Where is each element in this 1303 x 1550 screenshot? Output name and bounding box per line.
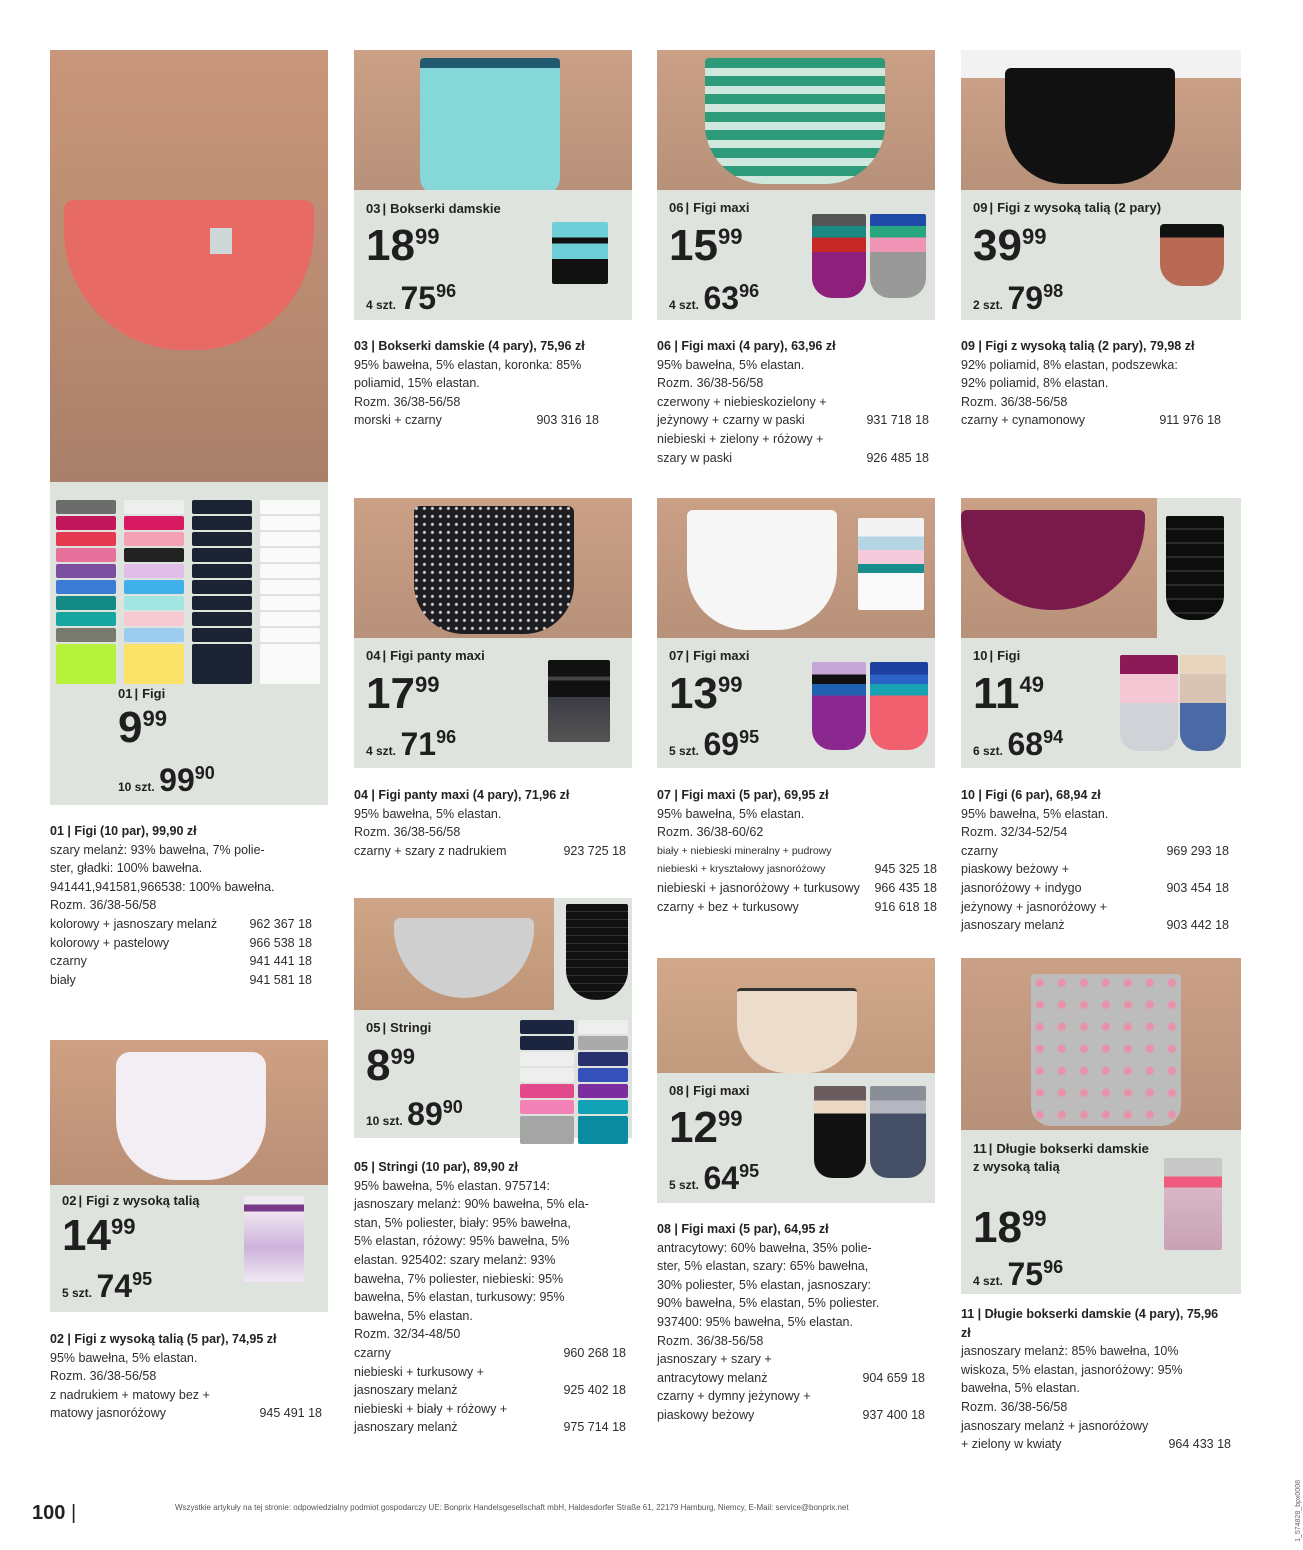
product-07-tag: 07 | Figi maxi — [669, 648, 750, 663]
product-05-thong-stacks — [520, 1020, 574, 1146]
product-09-price: 3999 — [973, 221, 1047, 270]
product-03-pack-image — [552, 222, 608, 284]
product-06-pack-image-right — [870, 214, 926, 298]
product-06-pack-image-left — [812, 214, 866, 298]
product-10-tag: 10 | Figi — [973, 648, 1021, 663]
product-11-description: 11 | Długie bokserki damskie (4 pary), 75,96 zł jasnoszary melanż: 85% bawełna, 10% wiskoza, 5% elastan, jasnoróżowy: 95% bawełna, 5% elastan. Rozm. 36/38-56/58 jasnoszary melanż + jasnoróżowy + zielony w kwiaty 964 433 18 — [961, 1307, 1231, 1452]
side-catalog-code: 1_574828_bpx0008 — [1295, 1480, 1302, 1542]
product-06-description: 06 | Figi maxi (4 pary), 63,96 zł 95% bawełna, 5% elastan. Rozm. 36/38-56/58 czerwony + niebieskozielony + jeżynowy + czarny w paski 931 718 18 niebieski + zielony + różowy + szary w paski 926 485 18 — [657, 339, 929, 465]
product-07-pack-image-right — [870, 662, 928, 750]
product-07-small-pack — [858, 518, 924, 610]
product-04-multi-price: 4 szt. 7196 — [366, 726, 457, 762]
product-04-photo[interactable] — [354, 498, 632, 638]
product-02-multi-price: 5 szt. 7495 — [62, 1268, 153, 1304]
product-04-pack-image — [548, 660, 610, 742]
product-02-photo[interactable] — [50, 1040, 328, 1185]
product-08-pack-image-right — [870, 1086, 926, 1178]
product-11-photo[interactable] — [961, 958, 1241, 1130]
product-07-price: 1399 — [669, 669, 743, 718]
product-07-multi-price: 5 szt. 6995 — [669, 726, 760, 762]
product-10-price: 1149 — [973, 669, 1044, 718]
product-08-multi-price: 5 szt. 6495 — [669, 1160, 760, 1196]
product-09-photo[interactable] — [961, 50, 1241, 190]
product-06-photo[interactable] — [657, 50, 935, 190]
product-10-pack-image-left — [1120, 655, 1178, 751]
product-05-multi-price: 10 szt. 8990 — [366, 1096, 463, 1132]
page-number: 100 | — [32, 1502, 77, 1524]
product-10-black-pack — [1166, 516, 1224, 620]
product-05-thong-pack-black — [566, 904, 628, 1000]
product-11-price: 1899 — [973, 1203, 1047, 1252]
product-05-photo[interactable] — [354, 898, 554, 1010]
product-01-price: 999 — [118, 703, 167, 752]
product-08-price: 1299 — [669, 1103, 743, 1152]
product-04-tag: 04 | Figi panty maxi — [366, 648, 485, 663]
product-10-pack-image-right — [1180, 655, 1226, 751]
product-03-price: 1899 — [366, 221, 440, 270]
product-03-multi-price: 4 szt. 7596 — [366, 280, 457, 316]
product-11-multi-price: 4 szt. 7596 — [973, 1256, 1064, 1292]
product-07-description: 07 | Figi maxi (5 par), 69,95 zł 95% bawełna, 5% elastan. Rozm. 36/38-60/62 biały + niebieski mineralny + pudrowy niebieski + kryształowy jasnoróżowy 945 325 18 niebieski + jasnoróżowy + turkusowy 966 435 18 czarny + bez + turkusowy 916 618 18 — [657, 788, 937, 914]
product-02-tag: 02 | Figi z wysoką talią — [62, 1193, 200, 1208]
product-10-multi-price: 6 szt. 6894 — [973, 726, 1064, 762]
product-05-description: 05 | Stringi (10 par), 89,90 zł 95% bawełna, 5% elastan. 975714: jasnoszary melanż: 90% bawełna, 5% ela- stan, 5% poliester, biały: 95% bawełna, 5% elastan, różowy: 95% bawełna, 5% elastan. 925402: szary melanż: 93% bawełna, 7% poliester, niebieski: 95% bawełna, 5% elastan, turkusowy: 95% bawełna, 5% elastan. Rozm. 32/34-48/50 czarny 960 268 18 niebieski + turkusowy + jasnoszary melanż 925 402 18 niebieski + biały + różowy + jasnoszary melanż 975 714 18 — [354, 1160, 626, 1435]
product-04-description: 04 | Figi panty maxi (4 pary), 71,96 zł 95% bawełna, 5% elastan. Rozm. 36/38-56/58 czarny + szary z nadrukiem 923 725 18 — [354, 788, 626, 858]
product-01-tag: 01 | Figi — [118, 686, 166, 701]
product-01-description: 01 | Figi (10 par), 99,90 zł szary melanż: 93% bawełna, 7% polie- ster, gładki: 100% bawełna. 941441,941581,966538: 100% bawełna. Rozm. 36/38-56/58 kolorowy + jasnoszary melanż 962 367 18 kolorowy + pastelowy 966 538 18 czarny 941 441 18 biały 941 581 18 — [50, 824, 312, 987]
product-07-pack-image-left — [812, 662, 866, 750]
product-06-price: 1599 — [669, 221, 743, 270]
product-03-photo[interactable] — [354, 50, 632, 190]
product-05-tag: 05 | Stringi — [366, 1020, 432, 1035]
product-10-photo[interactable] — [961, 498, 1157, 638]
footer-legal-text: Wszystkie artykuły na tej stronie: odpowiedzialny podmiot gospodarczy UE: Bonprix Handelsgesellschaft mbH, Haldesdorfer Straße 61, 22179 Hamburg, Niemcy, E-Mail: service@bonprix.net — [175, 1503, 849, 1512]
product-10-description: 10 | Figi (6 par), 68,94 zł 95% bawełna, 5% elastan. Rozm. 32/34-52/54 czarny 969 293 18 piaskowy beżowy + jasnoróżowy + indygo 903 454 18 jeżynowy + jasnoróżowy + jasnoszary melanż 903 442 18 — [961, 788, 1229, 933]
product-06-multi-price: 4 szt. 6396 — [669, 280, 760, 316]
product-05-thong-stacks-2 — [578, 1020, 628, 1146]
product-08-tag: 08 | Figi maxi — [669, 1083, 750, 1098]
product-09-tag: 09 | Figi z wysoką talią (2 pary) — [973, 200, 1162, 215]
product-06-tag: 06 | Figi maxi — [669, 200, 750, 215]
product-08-photo[interactable] — [657, 958, 935, 1073]
product-02-pack-image — [244, 1196, 304, 1282]
product-03-description: 03 | Bokserki damskie (4 pary), 75,96 zł 95% bawełna, 5% elastan, koronka: 85% poliamid, 15% elastan. Rozm. 36/38-56/58 morski + czarny 903 316 18 — [354, 339, 599, 428]
product-01-photo[interactable] — [50, 50, 328, 482]
product-02-description: 02 | Figi z wysoką talią (5 par), 74,95 zł 95% bawełna, 5% elastan. Rozm. 36/38-56/58 z nadrukiem + matowy bez + matowy jasnoróżowy 945 491 18 — [50, 1332, 322, 1421]
product-01-multi-price: 10 szt. 9990 — [118, 762, 215, 798]
product-04-price: 1799 — [366, 669, 440, 718]
product-08-description: 08 | Figi maxi (5 par), 64,95 zł antracytowy: 60% bawełna, 35% polie- ster, 5% elastan, szary: 65% bawełna, 30% poliester, 5% elastan, jasnoszary: 90% bawełna, 5% elastan, 5% poliester. 937400: 95% bawełna, 5% elastan. Rozm. 36/38-56/58 jasnoszary + szary + antracytowy melanż 904 659 18 czarny + dymny jeżynowy + piaskowy beżowy 937 400 18 — [657, 1222, 925, 1422]
product-05-price: 899 — [366, 1041, 415, 1090]
product-08-pack-image-left — [814, 1086, 866, 1178]
product-09-pack-image — [1160, 224, 1224, 286]
product-09-description: 09 | Figi z wysoką talią (2 pary), 79,98 zł 92% poliamid, 8% elastan, podszewka: 92% poliamid, 8% elastan. Rozm. 36/38-56/58 czarny + cynamonowy 911 976 18 — [961, 339, 1221, 428]
product-02-price: 1499 — [62, 1211, 136, 1260]
product-03-tag: 03 | Bokserki damskie — [366, 201, 501, 216]
product-11-tag: 11 | Długie bokserki damskie z wysoką talią — [973, 1141, 1149, 1174]
product-11-pack-image — [1164, 1158, 1222, 1250]
product-09-multi-price: 2 szt. 7998 — [973, 280, 1064, 316]
